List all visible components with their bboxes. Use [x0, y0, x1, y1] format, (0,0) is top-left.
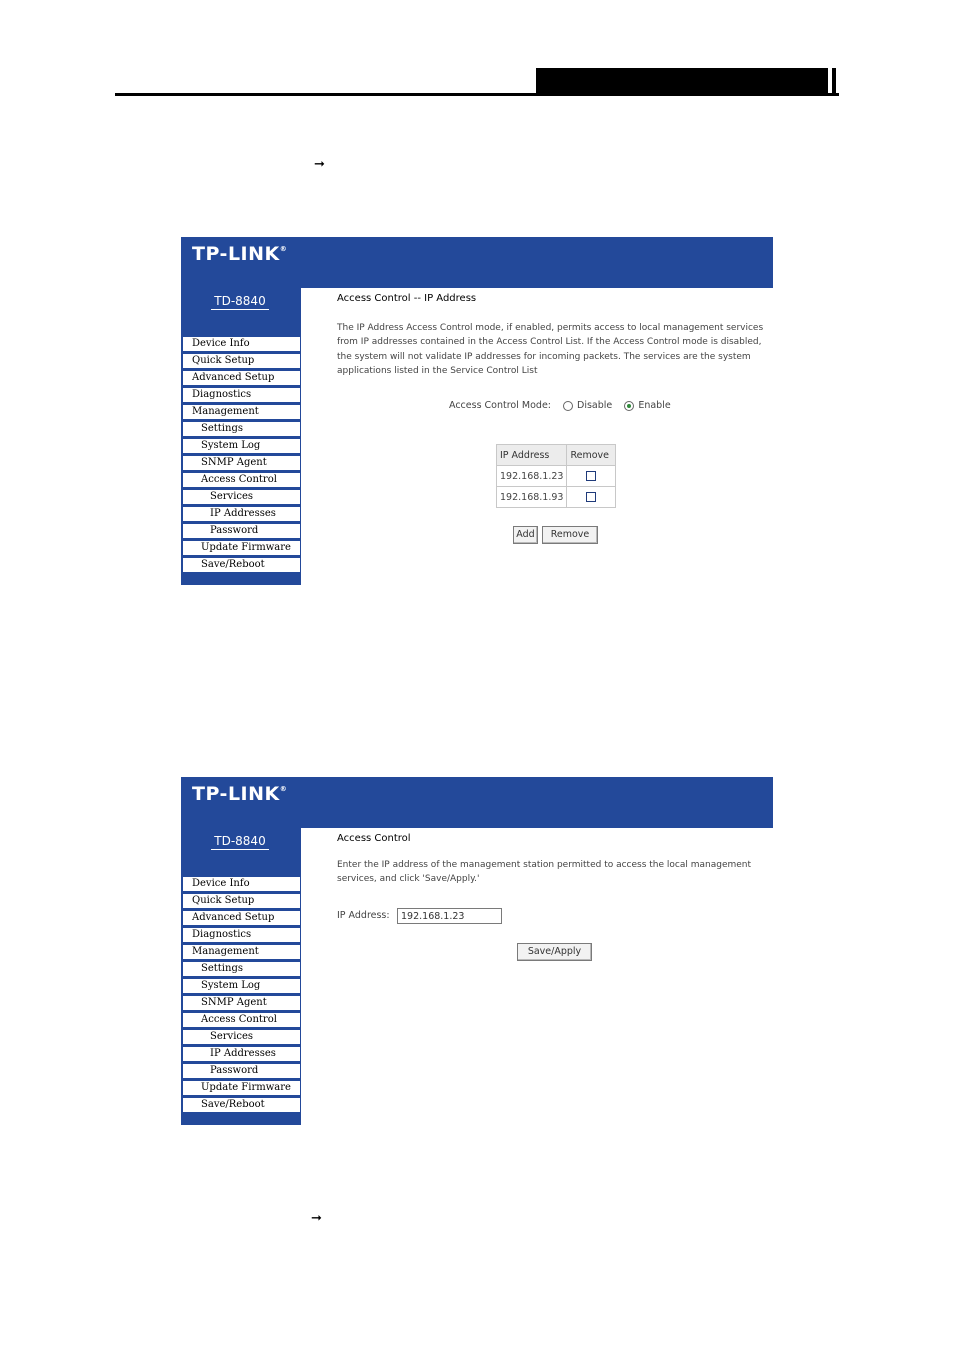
sidebar-item-device-info[interactable]: Device Info	[183, 877, 300, 891]
column-header-remove: Remove	[567, 445, 616, 466]
tp-link-logo: TP-LINK®	[192, 783, 288, 805]
sidebar-item-settings[interactable]: Settings	[183, 422, 300, 436]
remove-checkbox[interactable]	[586, 492, 596, 502]
mode-label: Access Control Mode:	[449, 400, 551, 411]
access-control-mode-row	[449, 400, 671, 411]
sidebar-item-update-firmware[interactable]: Update Firmware	[183, 541, 300, 555]
sidebar-item-save-reboot[interactable]: Save/Reboot	[183, 1098, 300, 1112]
ip-cell: 192.168.1.93	[497, 487, 567, 508]
banner-band	[301, 825, 773, 828]
sidebar-item-services[interactable]: Services	[183, 490, 300, 504]
page-description: Enter the IP address of the management station permitted to access the local management services, and click 'Save/Apply.'	[337, 860, 752, 885]
remove-cell	[567, 487, 616, 508]
model-name: TD-8840	[211, 834, 269, 850]
sidebar-item-snmp-agent[interactable]: SNMP Agent	[183, 996, 300, 1010]
enable-radio[interactable]	[624, 401, 634, 411]
page-title: Access Control -- IP Address	[337, 293, 477, 304]
sidebar-item-password[interactable]: Password	[183, 524, 300, 538]
sidebar-item-password[interactable]: Password	[183, 1064, 300, 1078]
table-row	[497, 487, 616, 508]
sidebar-item-ip-addresses[interactable]: IP Addresses	[183, 507, 300, 521]
sidebar-item-system-log[interactable]: System Log	[183, 979, 300, 993]
screenshot-ip-list	[181, 237, 773, 585]
disable-label: Disable	[577, 400, 613, 411]
arrow-icon: ➞	[311, 1211, 322, 1226]
header-black-block	[536, 68, 828, 93]
remove-checkbox[interactable]	[586, 471, 596, 481]
sidebar-item-settings[interactable]: Settings	[183, 962, 300, 976]
model-name: TD-8840	[211, 294, 269, 310]
page-description: The IP Address Access Control mode, if enabled, permits access to local management services from IP addresses contained in the Access Control List. If the Access Control mode is disabled, the system will not validate IP addresses for incoming packets. The services are the system applications listed in the Service Control List	[337, 323, 764, 376]
header-rule	[115, 93, 839, 96]
sidebar-item-access-control[interactable]: Access Control	[183, 473, 300, 487]
sidebar-item-ip-addresses[interactable]: IP Addresses	[183, 1047, 300, 1061]
sidebar-item-diagnostics[interactable]: Diagnostics	[183, 388, 300, 402]
arrow-icon: ➞	[314, 157, 325, 172]
save-apply-button[interactable]: Save/Apply	[517, 943, 592, 961]
tp-link-logo: TP-LINK®	[192, 243, 288, 265]
sidebar-item-system-log[interactable]: System Log	[183, 439, 300, 453]
sidebar-menu	[183, 877, 300, 1115]
sidebar-item-access-control[interactable]: Access Control	[183, 1013, 300, 1027]
disable-radio[interactable]	[563, 401, 573, 411]
sidebar-item-services[interactable]: Services	[183, 1030, 300, 1044]
table-header-row	[497, 445, 616, 466]
sidebar-menu	[183, 337, 300, 575]
enable-label: Enable	[638, 400, 671, 411]
column-header-ip: IP Address	[497, 445, 567, 466]
header-tick	[832, 68, 836, 93]
content-area	[337, 833, 767, 922]
ip-address-label: IP Address:	[337, 910, 390, 921]
table-row	[497, 466, 616, 487]
sidebar-item-management[interactable]: Management	[183, 405, 300, 419]
banner-band	[301, 285, 773, 288]
ip-table	[496, 444, 616, 508]
add-button[interactable]: Add	[513, 526, 538, 544]
sidebar-item-diagnostics[interactable]: Diagnostics	[183, 928, 300, 942]
sidebar	[181, 825, 301, 1125]
ip-address-input[interactable]: 192.168.1.23	[397, 908, 502, 924]
sidebar-item-snmp-agent[interactable]: SNMP Agent	[183, 456, 300, 470]
screenshot-add-ip	[181, 777, 773, 1125]
sidebar-item-management[interactable]: Management	[183, 945, 300, 959]
sidebar-item-update-firmware[interactable]: Update Firmware	[183, 1081, 300, 1095]
sidebar-item-quick-setup[interactable]: Quick Setup	[183, 354, 300, 368]
ip-cell: 192.168.1.23	[497, 466, 567, 487]
sidebar	[181, 285, 301, 585]
sidebar-item-device-info[interactable]: Device Info	[183, 337, 300, 351]
sidebar-item-advanced-setup[interactable]: Advanced Setup	[183, 911, 300, 925]
sidebar-item-advanced-setup[interactable]: Advanced Setup	[183, 371, 300, 385]
page-title: Access Control	[337, 833, 411, 844]
remove-button[interactable]: Remove	[542, 526, 598, 544]
content-area	[337, 293, 767, 411]
remove-cell	[567, 466, 616, 487]
banner	[181, 237, 773, 285]
sidebar-item-save-reboot[interactable]: Save/Reboot	[183, 558, 300, 572]
sidebar-item-quick-setup[interactable]: Quick Setup	[183, 894, 300, 908]
banner	[181, 777, 773, 825]
